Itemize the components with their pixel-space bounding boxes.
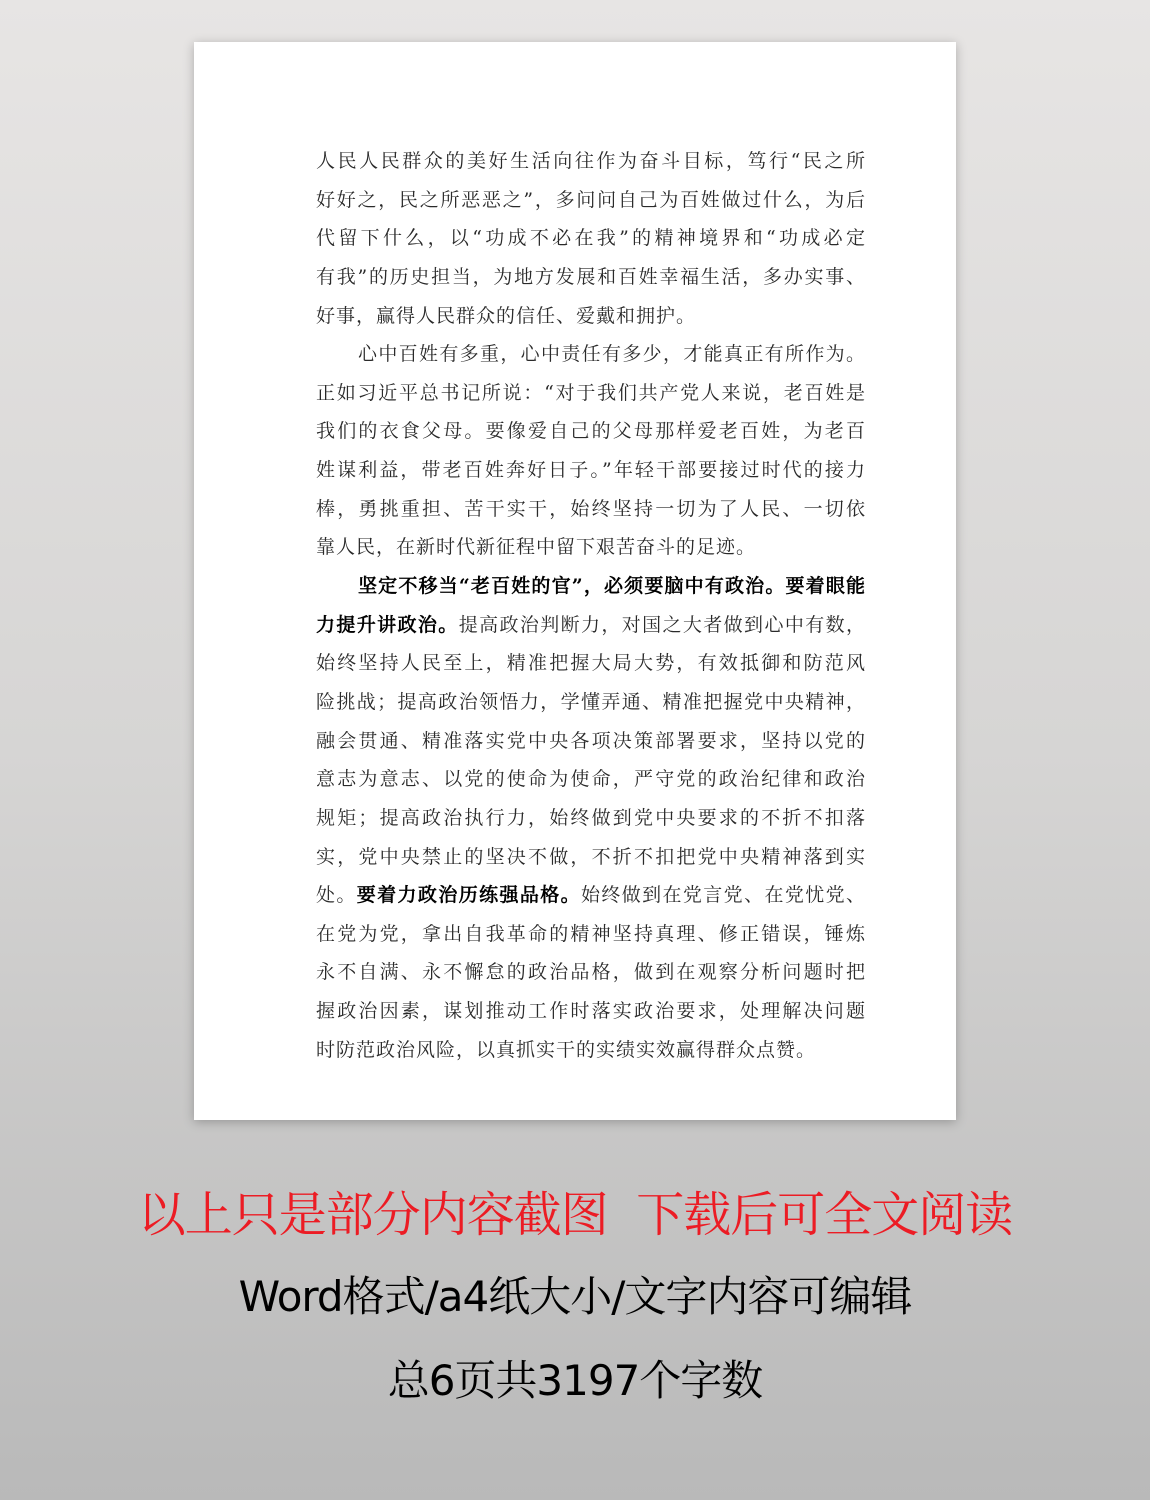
- text-segment: 姓谋利益，带老百姓奔好日子。”年轻干部要接过时代的接力: [316, 459, 866, 482]
- format-info: Word格式/a4纸大小/文字内容可编辑: [238, 1272, 912, 1321]
- text-line: [316, 181, 866, 220]
- text-segment: 好事，赢得人民群众的信任、爱戴和拥护。: [316, 304, 697, 327]
- bold-text-segment: 要着力政治历练强品格。: [356, 884, 581, 907]
- text-segment: 时防范政治风险，以真抓实干的实绩实效赢得群众点赞。: [316, 1038, 817, 1061]
- text-segment: 握政治因素，谋划推动工作时落实政治要求，处理解决问题: [316, 1000, 866, 1023]
- text-segment: 实，党中央禁止的坚决不做，不折不扣把党中央精神落到实: [316, 845, 866, 868]
- text-segment: 始终做到在党言党、在党忧党、: [581, 884, 866, 907]
- text-segment: 好好之，民之所恶恶之”，多问问自己为百姓做过什么，为后: [316, 188, 866, 211]
- text-segment: 代留下什么，以“功成不必在我”的精神境界和“功成必定: [316, 227, 866, 250]
- text-segment: 靠人民，在新时代新征程中留下艰苦奋斗的足迹。: [316, 536, 757, 559]
- text-segment: 在党为党，拿出自我革命的精神坚持真理、修正错误，锤炼: [316, 922, 866, 945]
- text-line: [316, 1031, 866, 1070]
- text-line: [316, 953, 866, 992]
- bold-text-segment: 力提升讲政治。: [316, 613, 459, 636]
- document-body: [316, 142, 866, 1069]
- text-segment: 处。: [316, 884, 357, 907]
- text-line: [316, 258, 866, 297]
- text-segment: 有我”的历史担当，为地方发展和百姓幸福生活，多办实事、: [316, 265, 866, 288]
- text-line: [316, 490, 866, 529]
- text-line: [316, 374, 866, 413]
- text-segment: 我们的衣食父母。要像爱自己的父母那样爱老百姓，为老百: [316, 420, 866, 443]
- document-page: [194, 42, 956, 1120]
- preview-notice: 以上只是部分内容截图 下载后可全文阅读: [137, 1187, 1013, 1243]
- text-line: [316, 722, 866, 761]
- text-segment: 永不自满、永不懈怠的政治品格，做到在观察分析问题时把: [316, 961, 866, 984]
- bold-text-segment: 坚定不移当“老百姓的官”，必须要脑中有政治。: [358, 575, 786, 598]
- text-line: [316, 683, 866, 722]
- bold-text-segment: 要着眼能: [785, 575, 866, 598]
- text-line: [316, 451, 866, 490]
- text-line: [316, 606, 866, 645]
- text-line: [316, 297, 866, 336]
- text-line: [316, 915, 866, 954]
- text-line: [316, 528, 866, 567]
- text-line: [316, 992, 866, 1031]
- text-line: [316, 412, 866, 451]
- text-segment: 正如习近平总书记所说：“对于我们共产党人来说，老百姓是: [316, 381, 866, 404]
- text-segment: 始终坚持人民至上，精准把握大局大势，有效抵御和防范风: [316, 652, 866, 675]
- text-line: [316, 335, 866, 374]
- text-line: [316, 838, 866, 877]
- page-word-count: 总6页共3197个字数: [387, 1356, 763, 1405]
- text-segment: 心中百姓有多重，心中责任有多少，才能真正有所作为。: [358, 343, 866, 366]
- text-segment: 棒，勇挑重担、苦干实干，始终坚持一切为了人民、一切依: [316, 497, 866, 520]
- text-segment: 提高政治判断力，对国之大者做到心中有数，: [458, 613, 866, 636]
- text-line: [316, 142, 866, 181]
- text-line: [316, 876, 866, 915]
- text-line: [316, 760, 866, 799]
- text-segment: 人民人民群众的美好生活向往作为奋斗目标，笃行“民之所: [316, 150, 866, 172]
- text-segment: 意志为意志、以党的使命为使命，严守党的政治纪律和政治: [316, 768, 866, 791]
- text-line: [316, 644, 866, 683]
- text-line: [316, 799, 866, 838]
- text-segment: 规矩；提高政治执行力，始终做到党中央要求的不折不扣落: [316, 806, 866, 829]
- text-line: [316, 219, 866, 258]
- text-segment: 融会贯通、精准落实党中央各项决策部署要求，坚持以党的: [316, 729, 866, 752]
- text-segment: 险挑战；提高政治领悟力，学懂弄通、精准把握党中央精神，: [316, 690, 866, 713]
- text-line: [316, 567, 866, 606]
